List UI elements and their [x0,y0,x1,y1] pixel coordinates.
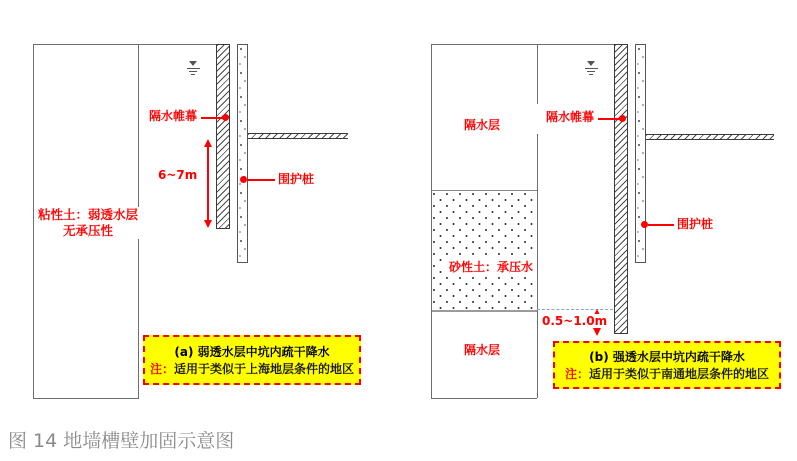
panel-a-note-box [143,335,361,385]
panel-a-note-prefix: 注： [149,361,174,376]
panel-b-aquitard-bottom-label: 隔水层 [464,343,501,357]
panel-b-pit-inner-line [537,44,538,398]
panel-a-curtain-leader-line [201,117,223,119]
panel-b-sand-label: 砂性土：承压水 [445,258,537,276]
panel-b-ground-ledge [646,134,774,140]
panel-a-curtain-label: 隔水帷幕 [149,109,198,123]
panel-a-depth-arrow-up [204,139,212,147]
panel-b-depth-label: 0.5~1.0m [542,314,608,328]
panel-a-note-text: 适用于类似于上海地层条件的地区 [174,361,355,376]
panel-b-aquitard-top-label: 隔水层 [464,118,501,132]
panel-a-curtain-leader-dot [222,114,229,121]
water-table-triangle-b [587,61,595,66]
panel-b-pile-leader-line [648,224,674,226]
panel-b-curtain-leader-dot [619,115,626,122]
panel-a-soil-label [36,207,140,239]
water-table-triangle [189,61,197,66]
panel-a-curtain-wall [216,44,230,229]
panel-b-retaining-pile [635,44,646,263]
water-table-icon [185,61,201,75]
panel-a-soil-label-line1: 粘性土：弱透水层 [38,207,139,222]
panel-a-note-line [150,362,354,376]
panel-b-curtain-leader-line [598,118,620,120]
panel-b-aquifer-bottom-dashed-line [537,309,613,310]
panel-a-retaining-pile [237,44,248,263]
panel-a-note-title: (a) 弱透水层中坑内疏干降水 [174,344,330,359]
panel-a-pile-label: 围护桩 [278,172,315,186]
panel-b-curtain-wall [614,44,628,334]
panel-b-note-prefix: 注： [564,366,589,381]
panel-a-pile-leader-line [247,179,275,181]
figure-caption: 图 14 地墙槽壁加固示意图 [8,430,235,452]
panel-a-depth-arrow-down [204,220,212,228]
panel-a-pile-leader-dot [240,176,247,183]
panel-a-left-boundary [33,44,34,398]
panel-b-note-box [553,341,781,389]
panel-b-depth-arrow-down [593,328,601,336]
panel-b-pile-leader-dot [641,221,648,228]
panel-a-ground-top-line [33,44,217,45]
panel-a-depth-label: 6~7m [158,168,198,182]
panel-b-inner-line-gap [534,104,541,134]
panel-b-pile-label: 围护桩 [677,217,714,231]
panel-a-ground-ledge [248,133,348,139]
panel-b-ground-top-line [431,44,614,45]
panel-b-note-text: 适用于类似于南通地层条件的地区 [589,366,770,381]
panel-b-note-title: (b) 强透水层中坑内疏干降水 [589,349,745,364]
panel-a-soil-label-line2: 无承压性 [63,223,114,238]
panel-b-curtain-label: 隔水帷幕 [546,110,595,124]
panel-a-bottom-line [33,398,139,399]
water-table-icon-b [583,61,599,75]
panel-b-note-line [565,367,769,381]
panel-b-sand-layer [432,190,537,312]
panel-a-depth-dim-line [207,143,209,223]
panel-b-bottom-line [431,398,537,399]
